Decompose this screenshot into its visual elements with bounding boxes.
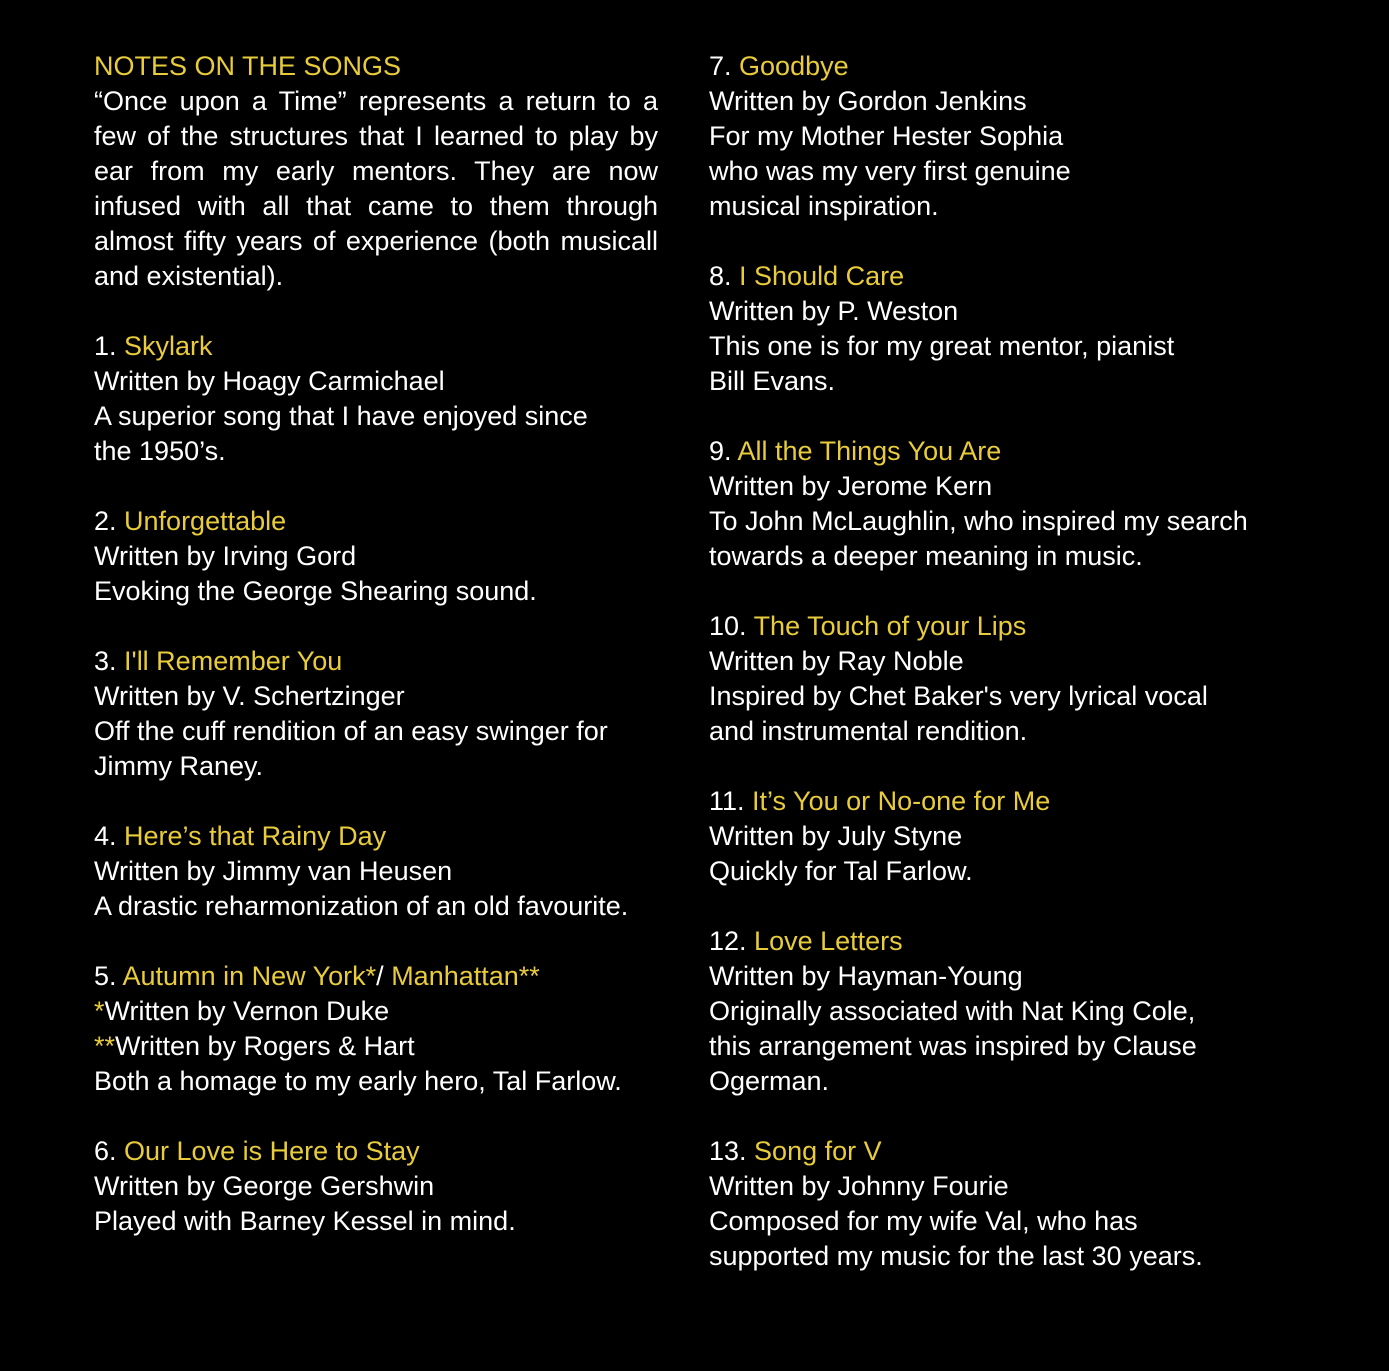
song-title: I'll Remember You	[124, 646, 343, 676]
song-title: Here’s that Rainy Day	[124, 821, 387, 851]
song-note: A superior song that I have enjoyed since	[94, 401, 588, 431]
song-title: All the Things You Are	[737, 436, 1002, 466]
song-note: and instrumental rendition.	[709, 716, 1028, 746]
song-writer: Written by P. Weston	[709, 296, 959, 326]
intro-paragraph: “Once upon a Time” represents a return to a few of the structures that I learned to play by ear from my early mentors. They are now infused with all that came to them through almost fifty years of experience (both musicall and existential).	[94, 86, 658, 291]
song-note: who was my very first genuine	[709, 156, 1071, 186]
song-note: This one is for my great mentor, pianist	[709, 331, 1175, 361]
song-writer: Written by V. Schertzinger	[94, 681, 405, 711]
song-entry-11	[709, 784, 1349, 889]
song-note: musical inspiration.	[709, 191, 939, 221]
song-title: Love Letters	[754, 926, 903, 956]
song-title-line: 9. All the Things You Are	[709, 436, 1002, 466]
song-writer: Written by George Gershwin	[94, 1171, 435, 1201]
song-entry-10	[709, 609, 1349, 749]
song-title-line: 8. I Should Care	[709, 261, 905, 291]
song-title-line: 2. Unforgettable	[94, 506, 287, 536]
song-title: The Touch of your Lips	[753, 611, 1027, 641]
song-writer: Written by Jerome Kern	[709, 471, 993, 501]
song-note: the 1950’s.	[94, 436, 226, 466]
song-title-line: 7. Goodbye	[709, 51, 849, 81]
song-note: To John McLaughlin, who inspired my search	[709, 506, 1248, 536]
song-title: It’s You or No-one for Me	[752, 786, 1051, 816]
song-entry-5	[94, 959, 658, 1099]
song-note: Played with Barney Kessel in mind.	[94, 1206, 516, 1236]
song-entry-8	[709, 259, 1349, 399]
notes-heading: NOTES ON THE SONGS	[94, 51, 402, 81]
song-note: this arrangement was inspired by Clause	[709, 1031, 1197, 1061]
song-title: Our Love is Here to Stay	[124, 1136, 420, 1166]
song-title-line: 10. The Touch of your Lips	[709, 611, 1027, 641]
song-writer: Written by Jimmy van Heusen	[94, 856, 453, 886]
song-note: Jimmy Raney.	[94, 751, 264, 781]
song-title: Goodbye	[739, 51, 849, 81]
footnote-mark: *	[94, 996, 105, 1026]
song-note: Composed for my wife Val, who has	[709, 1206, 1138, 1236]
song-entry-3	[94, 644, 658, 784]
song-note: Bill Evans.	[709, 366, 836, 396]
song-title: Song for V	[754, 1136, 882, 1166]
song-writer: Written by Gordon Jenkins	[709, 86, 1027, 116]
song-writer: Written by Hoagy Carmichael	[94, 366, 445, 396]
song-title: Manhattan**	[391, 961, 540, 991]
song-note: Evoking the George Shearing sound.	[94, 576, 537, 606]
song-writer: Written by July Styne	[709, 821, 963, 851]
song-writer: Written by Ray Noble	[709, 646, 964, 676]
song-entry-1	[94, 329, 658, 469]
song-note: supported my music for the last 30 years.	[709, 1241, 1203, 1271]
footnote-mark: **	[94, 1031, 116, 1061]
song-writer: Written by Johnny Fourie	[709, 1171, 1009, 1201]
song-title-line: 3. I'll Remember You	[94, 646, 343, 676]
song-title-line: 4. Here’s that Rainy Day	[94, 821, 387, 851]
song-writer: Written by Irving Gord	[94, 541, 357, 571]
song-title-line: 6. Our Love is Here to Stay	[94, 1136, 420, 1166]
song-title: I Should Care	[739, 261, 905, 291]
right-column	[709, 49, 1349, 1274]
song-entry-12	[709, 924, 1349, 1099]
song-entry-13	[709, 1134, 1349, 1274]
song-title-line: 13. Song for V	[709, 1136, 882, 1166]
song-title: Skylark	[124, 331, 213, 361]
song-title-line: 12. Love Letters	[709, 926, 903, 956]
song-note: A drastic reharmonization of an old favourite.	[94, 891, 629, 921]
song-note: For my Mother Hester Sophia	[709, 121, 1064, 151]
song-title-line: 5. Autumn in New York*/ Manhattan**	[94, 961, 540, 991]
song-note: Originally associated with Nat King Cole,	[709, 996, 1196, 1026]
song-entry-7	[709, 49, 1349, 224]
song-note: towards a deeper meaning in music.	[709, 541, 1143, 571]
song-title: Unforgettable	[124, 506, 287, 536]
song-entry-9	[709, 434, 1349, 574]
song-title-line: 1. Skylark	[94, 331, 213, 361]
song-note: Quickly for Tal Farlow.	[709, 856, 973, 886]
song-note: Off the cuff rendition of an easy swinger for	[94, 716, 608, 746]
song-note: Inspired by Chet Baker's very lyrical vocal	[709, 681, 1208, 711]
song-entry-2	[94, 504, 658, 609]
song-note: Both a homage to my early hero, Tal Farlow.	[94, 1066, 622, 1096]
song-writer: Written by Hayman-Young	[709, 961, 1023, 991]
song-entry-4	[94, 819, 658, 924]
song-title-line: 11. It’s You or No-one for Me	[709, 786, 1051, 816]
song-note: Ogerman.	[709, 1066, 830, 1096]
song-entry-6	[94, 1134, 658, 1239]
song-title: Autumn in New York*	[122, 961, 377, 991]
song-writer: *Written by Vernon Duke	[94, 996, 390, 1026]
song-writer: **Written by Rogers & Hart	[94, 1031, 415, 1061]
left-column	[94, 49, 658, 1239]
